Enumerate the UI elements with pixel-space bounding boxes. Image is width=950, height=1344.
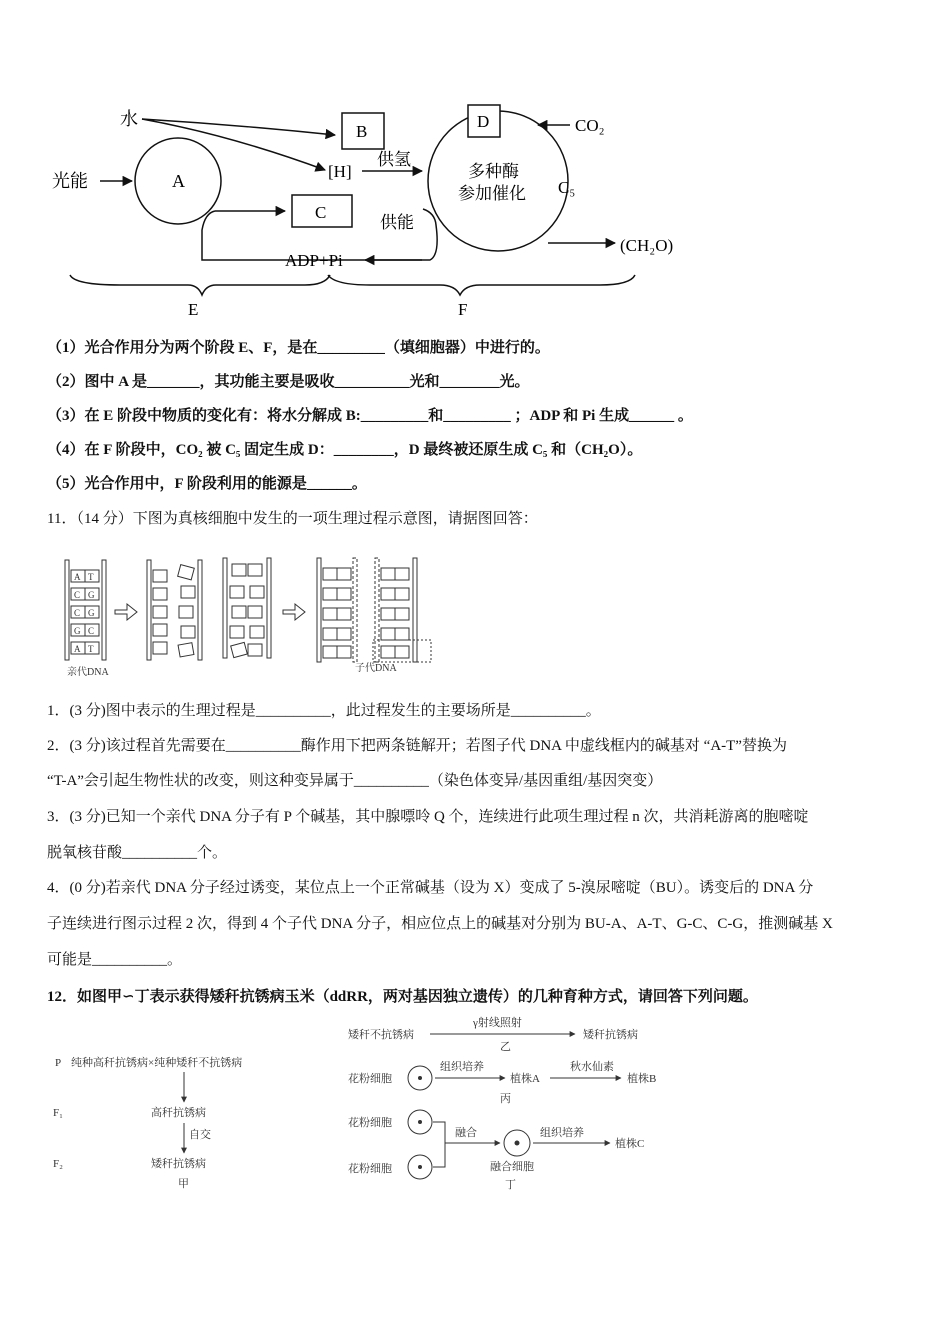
f2-text: 矮秆抗锈病: [151, 1158, 206, 1170]
fuse-label: 融合: [455, 1127, 477, 1139]
plant-c: 植株C: [615, 1138, 645, 1150]
q10-line-2: （2）图中 A 是_______，其功能主要是吸收__________光和________光。: [47, 374, 530, 390]
breeding-diagram: [45, 1010, 665, 1200]
pollen-nucleus-3: [418, 1165, 422, 1169]
label-e: E: [188, 300, 199, 319]
base-c2: C: [74, 608, 81, 618]
culture-label-2: 组织培养: [540, 1127, 584, 1139]
base-g2: G: [88, 608, 95, 618]
base-g1: G: [88, 590, 95, 600]
enzyme-label-2: 参加催化: [458, 184, 526, 203]
child-dna-label: 子代DNA: [355, 663, 397, 674]
fused-nucleus: [515, 1141, 520, 1146]
pollen-label-3: 花粉细胞: [348, 1163, 392, 1175]
pollen-nucleus-2: [418, 1120, 422, 1124]
adp-label: ADP+Pi: [285, 251, 343, 270]
ch2o-label: (CH₂O): [620, 236, 674, 255]
photosynthesis-diagram: [40, 95, 674, 320]
gamma-label: γ射线照射: [473, 1017, 522, 1029]
supply-energy-label: 供能: [380, 213, 414, 232]
co2-label: CO₂: [575, 116, 605, 135]
base-g3: G: [74, 626, 81, 636]
q11-line-5: 脱氧核苷酸__________个。: [47, 845, 228, 861]
brace-f: [328, 275, 635, 295]
base-c3: C: [88, 626, 95, 636]
parent-dna-label: 亲代DNA: [67, 667, 109, 678]
q11-stem: 11．（14 分）下图为真核细胞中发生的一项生理过程示意图，请据图回答：: [47, 511, 538, 527]
supply-h-label: 供氢: [377, 150, 411, 169]
unwinding-dna: [147, 560, 202, 660]
step-arrow-1: [115, 604, 137, 620]
plant-b: 植株B: [627, 1073, 657, 1085]
enzyme-label-1: 多种酶: [468, 162, 519, 181]
free-nucleotides: [223, 558, 271, 658]
c5-label: C₅: [558, 178, 576, 197]
label-jia: 甲: [178, 1178, 189, 1190]
culture-label-1: 组织培养: [440, 1061, 484, 1073]
q12-stem: 12．如图甲∽丁表示获得矮秆抗锈病玉米（ddRR，两对基因独立遗传）的几种育种方式，请回答下列问题。: [47, 989, 758, 1005]
yi-start: 矮秆不抗锈病: [348, 1029, 414, 1041]
colchicine-label: 秋水仙素: [570, 1061, 614, 1073]
base-t1: T: [88, 572, 94, 582]
brace-e: [70, 275, 330, 295]
q11-line-8: 可能是__________。: [47, 952, 183, 968]
label-f: F: [458, 300, 468, 319]
pollen-label-2: 花粉细胞: [348, 1117, 392, 1129]
q10-line-4: （4）在 F 阶段中，CO₂ 被 C₅ 固定生成 D：________，D 最终被还原生成 C₅ 和（CH₂O）。: [47, 442, 643, 458]
q10-line-5: （5）光合作用中，F 阶段利用的能源是______。: [47, 476, 367, 492]
q11-line-4: 3．(3 分)已知一个亲代 DNA 分子有 P 个碱基，其中腺嘌呤 Q 个，连续进行此项生理过程 n 次，共消耗游离的胞嘧啶: [47, 809, 809, 825]
self-label: 自交: [189, 1129, 211, 1141]
dna-replication-diagram: [55, 540, 445, 680]
label-b: B: [356, 122, 368, 141]
label-f2: F₂: [53, 1158, 63, 1170]
base-a1: A: [74, 572, 81, 582]
light-label: 光能: [52, 171, 88, 191]
label-h: [H]: [328, 162, 352, 181]
pollen-label-1: 花粉细胞: [348, 1073, 392, 1085]
label-f1: F₁: [53, 1107, 63, 1119]
label-d: D: [477, 112, 490, 131]
q10-line-1: （1）光合作用分为两个阶段 E、F，是在_________（填细胞器）中进行的。: [47, 340, 550, 356]
water-label: 水: [120, 109, 138, 129]
yi-end: 矮秆抗锈病: [583, 1029, 638, 1041]
label-c: C: [315, 203, 327, 222]
base-a2: A: [74, 644, 81, 654]
plant-a: 植株A: [510, 1073, 540, 1085]
child-dna-2: [373, 558, 431, 662]
label-yi: 乙: [500, 1041, 511, 1053]
label-bing: 丙: [500, 1093, 511, 1105]
child-dna-1: [317, 558, 357, 662]
label-a: A: [172, 171, 185, 191]
p-cross-text: 纯种高秆抗锈病×纯种矮秆不抗锈病: [71, 1057, 243, 1069]
q11-line-1: 1．(3 分)图中表示的生理过程是__________，此过程发生的主要场所是__________。: [47, 703, 601, 719]
water-to-b-arrow: [142, 119, 335, 135]
label-ding: 丁: [505, 1179, 516, 1191]
fused-cell-label: 融合细胞: [490, 1161, 534, 1173]
water-to-h-arrow: [142, 119, 325, 170]
base-t2: T: [88, 644, 94, 654]
base-c1: C: [74, 590, 81, 600]
label-p: P: [55, 1057, 62, 1069]
q11-line-6: 4．(0 分)若亲代 DNA 分子经过诱变，某位点上一个正常碱基（设为 X）变成了 5-溴尿嘧啶（BU）。诱变后的 DNA 分: [47, 880, 814, 896]
q11-line-2: 2．(3 分)该过程首先需要在__________酶作用下把两条链解开；若图子代 DNA 中虚线框内的碱基对 “A-T”替换为: [47, 738, 787, 754]
q11-line-3: “T-A”会引起生物性状的改变，则这种变异属于__________（染色体变异/基因重组/基因突变）: [47, 773, 663, 789]
q10-line-3: （3）在 E 阶段中物质的变化有：将水分解成 B:_________和_________ ；ADP 和 Pi 生成______ 。: [47, 408, 693, 424]
step-arrow-2: [283, 604, 305, 620]
pollen-nucleus-1: [418, 1076, 422, 1080]
parent-dna: [65, 560, 106, 660]
q11-line-7: 子连续进行图示过程 2 次，得到 4 个子代 DNA 分子，相应位点上的碱基对分别为 BU-A、A-T、G-C、C-G，推测碱基 X: [47, 916, 833, 932]
f1-text: 高秆抗锈病: [151, 1107, 206, 1119]
